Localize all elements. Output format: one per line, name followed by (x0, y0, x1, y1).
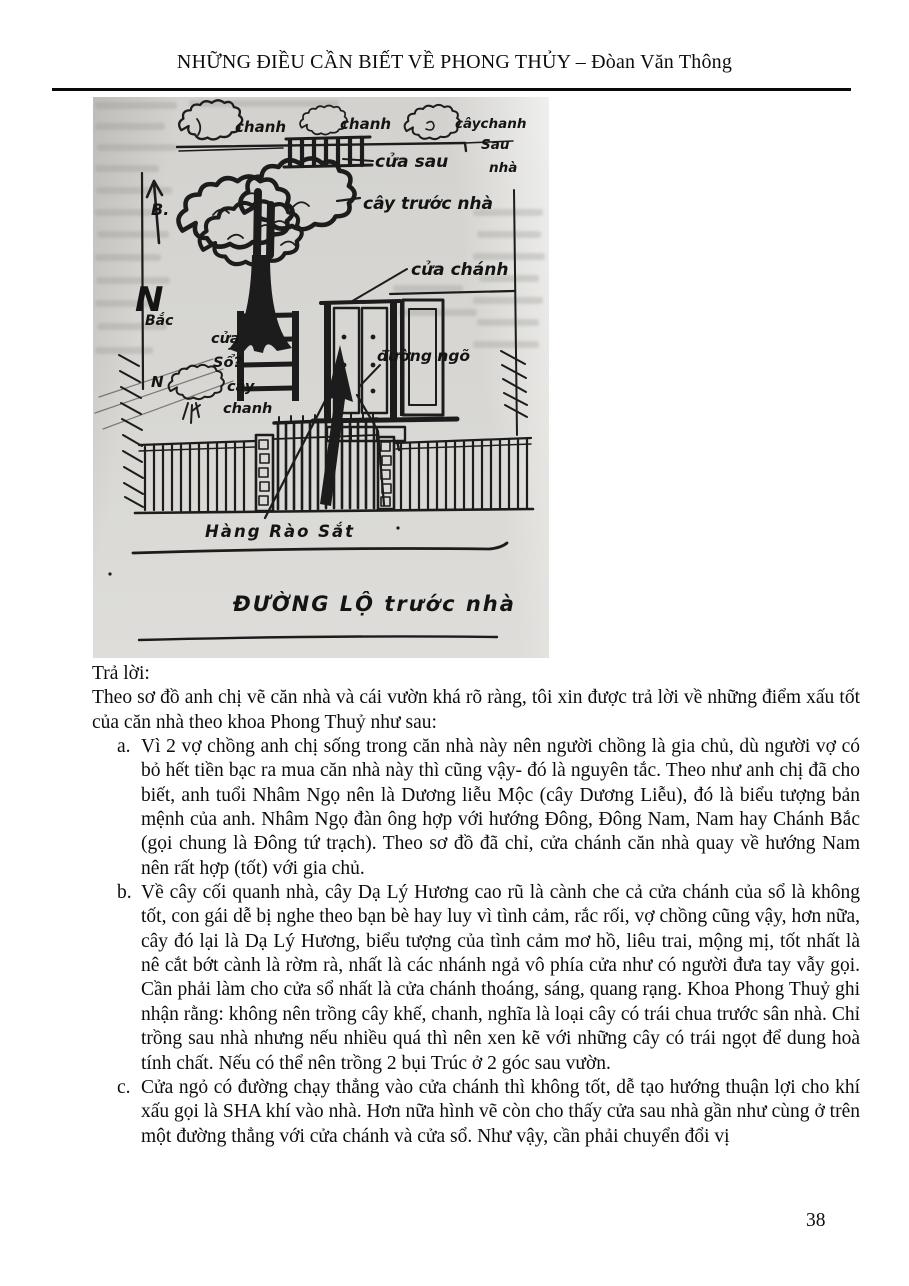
list-marker: a. (117, 736, 131, 758)
page-number: 38 (806, 1210, 826, 1231)
small-lemon-tree (169, 365, 224, 423)
label-back-tree-1: câychanh (455, 116, 527, 132)
fence-left-section (139, 441, 255, 511)
front-tree-pointer (337, 198, 360, 201)
label-window-1: cửa (211, 331, 240, 347)
label-compass-b: B. (151, 200, 170, 219)
reply-label: Trả lời: (92, 663, 150, 684)
label-small-tree-1: cây (227, 379, 255, 395)
list-item-text: Vì 2 vợ chồng anh chị sống trong căn nhà này nên người chồng là gia chủ, dù người vợ có bỏ hết tiền bạc ra mua căn nhà này thì cũng vậy- đó là nguyên tắc. Theo như anh chị đã cho biết, anh tuổi Nhâm Ngọ nên là Dương liễu Mộc (cây Dương Liễu), đó là biểu tượng bản mệnh của anh. Nhâm Ngọ đàn ông hợp với hướng Đông, Đông Nam, Nam hay Chánh Bắc (gọi chung là Đông tứ trạch). Theo sơ đồ đã chỉ, cửa chánh căn nhà quay về hướng Nam nên rất hợp (tốt) với gia chủ. (141, 736, 860, 879)
fence-label-dot (396, 526, 399, 529)
floorplan-sketch-drawing (93, 97, 549, 658)
header-rule (52, 88, 851, 91)
label-fence: Hàng Rào Sắt (205, 522, 356, 541)
label-back-tree-2: Sau (481, 137, 510, 153)
reply-intro: Theo sơ đồ anh chị vẽ căn nhà và cái vườn khá rõ ràng, tôi xin được trả lời về những điểm xấu tốt của căn nhà theo khoa Phong Thuỷ như sau: (92, 687, 860, 733)
label-tree-top-mid: chanh (340, 115, 392, 133)
fence-right-section (396, 438, 531, 509)
back-fence (177, 141, 513, 151)
answer-section (92, 662, 860, 1149)
label-small-tree-2: chanh (223, 401, 273, 417)
gate-pillar-right (378, 437, 394, 509)
floorplan-sketch (93, 97, 549, 658)
label-road: ĐƯỜNG LỘ trước nhà (233, 592, 516, 616)
list-marker: b. (117, 882, 132, 904)
label-window-2: Sổ? (213, 355, 242, 371)
list-item-c (92, 1076, 860, 1149)
label-compass-n-small: N (151, 373, 164, 391)
label-compass-bac: Bắc (145, 313, 174, 329)
gate-pillar-left (256, 435, 273, 511)
list-item-text: Về cây cối quanh nhà, cây Dạ Lý Hương cao rũ là cành che cả cửa chánh của sổ là không tốt, con gái dễ bị nghe theo bạn bè hay luy vì tình cảm, rắc rối, vợ chồng cũng vậy, hơn nữa, cây đó lại là Dạ Lý Hương, biểu tượng của tình cảm mơ hồ, liêu trai, mộng mị, tốt nhất là nê cắt bớt cành là rờm rà, nhất là các nhánh ngả vô phía cửa như có người đưa tay vẫy gọi. Cần phải làm cho cửa sổ nhất là cửa chánh thoáng, sáng, quang rạng. Khoa Phong Thuỷ ghi nhận rằng: không nên trồng cây khế, chanh, nghĩa là loại cây có trái chua trước sân nhà. Chỉ trồng sau nhà nhưng nếu nhiều quá thì nên xen kẽ với những cây có trái ngọt để dung hoà tính chất. Nếu có thể nên trồng 2 bụi Trúc ở 2 góc sau vườn. (141, 882, 860, 1074)
list-item-text: Cửa ngỏ có đường chạy thẳng vào cửa chánh thì không tốt, dễ tạo hướng thuận lợi cho khí xấu gọi là SHA khí vào nhà. Hơn nữa hình vẽ còn cho thấy cửa sau nhà gần như cùng ở trên một đường thẳng với cửa chánh và cửa sổ. Như vậy, cần phải chuyển đổi vị (141, 1076, 860, 1147)
list-marker: c. (117, 1076, 131, 1098)
label-front-tree: cây trước nhà (363, 194, 493, 214)
label-alley: đường ngõ (377, 347, 471, 365)
list-item-a (92, 735, 860, 881)
label-back-door: cửa sau (375, 152, 449, 172)
back-door-pointer (343, 159, 373, 161)
list-item-b (92, 881, 860, 1076)
page-header-title: NHỮNG ĐIỀU CẦN BIẾT VỀ PHONG THỦY – Đòan Văn Thông (176, 51, 733, 73)
label-tree-top-left: chanh (235, 118, 287, 136)
left-boundary-hatch (119, 355, 143, 507)
label-main-door: cửa chánh (411, 260, 509, 280)
iron-fence (135, 413, 533, 513)
right-boundary (501, 190, 527, 435)
label-back-tree-3: nhà (489, 160, 518, 176)
label-compass-n-big: N (135, 280, 164, 320)
